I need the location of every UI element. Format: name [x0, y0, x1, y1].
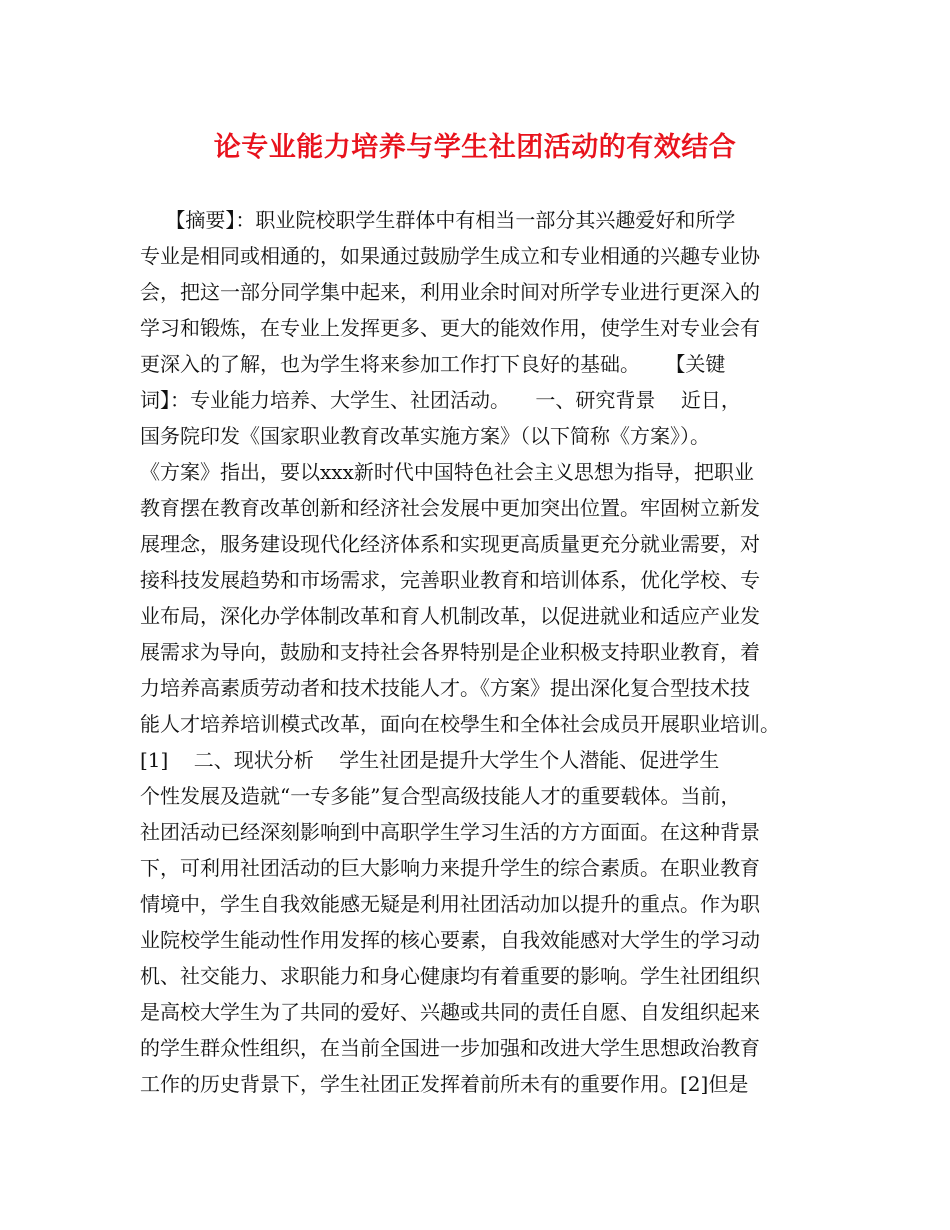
body-line: 会，把这一部分同学集中起来，利用业余时间对所学专业进行更深入的 — [140, 280, 760, 304]
body-line: 业院校学生能动性作用发挥的核心要素，自我效能感对大学生的学习动 — [140, 928, 760, 952]
body-line: 能人才培养培训模式改革，面向在校學生和全体社会成员开展职业培训。 — [140, 712, 780, 736]
body-line: 展理念，服务建设现代化经济体系和实现更高质量更充分就业需要，对 — [140, 532, 760, 556]
document-title: 论专业能力培养与学生社团活动的有效结合 — [213, 132, 737, 163]
body-line: 【摘要】：职业院校职学生群体中有相当一部分其兴趣爱好和所学 — [140, 208, 736, 232]
body-line: 工作的历史背景下，学生社团正发挥着前所未有的重要作用。[2]但是 — [140, 1072, 749, 1096]
body-line: 机、社交能力、求职能力和身心健康均有着重要的影响。学生社团组织 — [140, 964, 760, 988]
body-line: 情境中，学生自我效能感无疑是利用社团活动加以提升的重点。作为职 — [140, 892, 760, 916]
body-line: 个性发展及造就“一专多能”复合型高级技能人才的重要载体。当前， — [140, 784, 741, 808]
body-line: 国务院印发《国家职业教育改革实施方案》（以下简称《方案》）。 — [140, 424, 710, 448]
body-line: [1] 二、现状分析 学生社团是提升大学生个人潜能、促进学生 — [140, 748, 720, 772]
body-line: 下，可利用社团活动的巨大影响力来提升学生的综合素质。在职业教育 — [140, 856, 760, 880]
body-line: 展需求为导向，鼓励和支持社会各界特别是企业积极支持职业教育，着 — [140, 640, 760, 664]
body-line: 《方案》指出，要以xxx新时代中国特色社会主义思想为指导，把职业 — [140, 460, 754, 484]
body-line: 教育摆在教育改革创新和经济社会发展中更加突出位置。牢固树立新发 — [140, 496, 760, 520]
body-line: 的学生群众性组织，在当前全国进一步加强和改进大学生思想政治教育 — [140, 1036, 760, 1060]
body-line: 业布局，深化办学体制改革和育人机制改革，以促进就业和适应产业发 — [140, 604, 760, 628]
body-line: 社团活动已经深刻影响到中高职学生学习生活的方方面面。在这种背景 — [140, 820, 760, 844]
body-line: 是高校大学生为了共同的爱好、兴趣或共同的责任自愿、自发组织起来 — [140, 1000, 760, 1024]
body-line: 专业是相同或相通的，如果通过鼓励学生成立和专业相通的兴趣专业协 — [140, 244, 760, 268]
body-line: 学习和锻炼，在专业上发挥更多、更大的能效作用，使学生对专业会有 — [140, 316, 760, 340]
body-line: 接科技发展趋势和市场需求，完善职业教育和培训体系，优化学校、专 — [140, 568, 760, 592]
document-body — [140, 202, 830, 1102]
body-line: 词】：专业能力培养、大学生、社团活动。 一、研究背景 近日， — [140, 388, 741, 412]
body-line: 力培养高素质劳动者和技术技能人才。《方案》提出深化复合型技术技 — [140, 676, 750, 700]
body-line: 更深入的了解，也为学生将来参加工作打下良好的基础。 【关键 — [140, 352, 726, 376]
